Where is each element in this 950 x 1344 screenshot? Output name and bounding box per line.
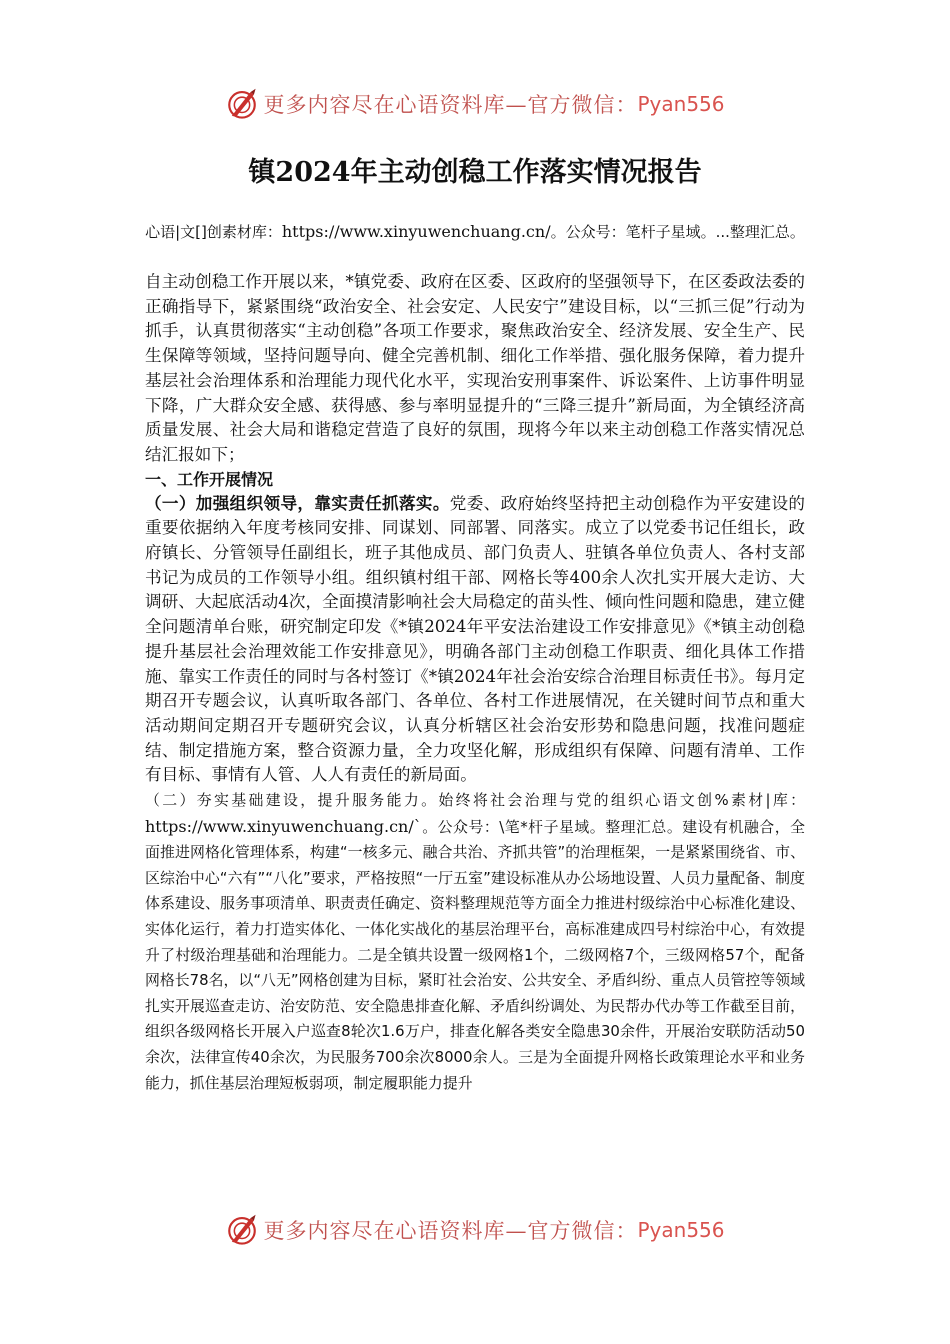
source-prefix: 心语|文[]创素材库：: [145, 223, 282, 241]
banner-text: 更多内容尽在心语资料库—官方微信：: [263, 93, 638, 117]
header-banner: [0, 84, 950, 124]
source-suffix: 。公众号：笔杆子星域。...整理汇总。: [550, 223, 805, 241]
source-line: [145, 221, 805, 243]
quill-logo-icon: [225, 87, 259, 121]
subsection-1-text: 党委、政府始终坚持把主动创稳作为平安建设的重要依据纳入年度考核同安排、同谋划、同部署、同落实。成立了以党委书记任组长，政府镇长、分管领导任副组长，班子其他成员、部门负责人、驻镇各单位负责人、各村支部书记为成员的工作领导小组。组织镇村组干部、网格长等400余人次扎实开展大走访、大调研、大起底活动4次，全面摸清影响社会大局稳定的苗头性、倾向性问题和隐患，建立健全问题清单台账，研究制定印发《*镇2024年平安法治建设工作安排意见》《*镇主动创稳提升基层社会治理效能工作安排意见》，明确各部门主动创稳工作职责、细化具体工作措施、靠实工作责任的同时与各村签订《*镇2024年社会治安综合治理目标责任书》。每月定期召开专题会议，认真听取各部门、各单位、各村工作进展情况，在关键时间节点和重大活动期间定期召开专题研究会议，认真分析辖区社会治安形势和隐患问题，找准问题症结、制定措施方案，整合资源力量，全力攻坚化解，形成组织有保障、问题有清单、工作有目标、事情有人管、人人有责任的新局面。: [145, 493, 806, 785]
section-heading: 一、工作开展情况: [145, 469, 274, 489]
subsection-2-text: 。公众号：\笔*杆子星域。整理汇总。建设有机融合，全面推进网格化管理体系，构建“一核多元、融合共治、齐抓共管”的治理框架，一是紧紧围绕省、市、区综治中心“六有”“八化”要求，严格按照“一厅五室”建设标准从办公场地设置、人员力量配备、制度体系建设、服务事项清单、职责责任确定、资料整理规范等方面全力推进村级综治中心标准化建设、实体化运行，着力打造实体化、一体化实战化的基层治理平台，高标准建成四号村综治中心，有效提升了村级治理基础和治理能力。二是全镇共设置一级网格1个，二级网格7个，三级网格57个，配备网格长78名，以“八无”网格创建为目标，紧盯社会治安、公共安全、矛盾纠纷、重点人员管控等领域扎实开展巡查走访、治安防范、安全隐患排查化解、矛盾纠纷调处、为民帮办代办等工作截至目前，组织各级网格长开展入户巡查8轮次1.6万户，排查化解各类安全隐患30余件，开展治安联防活动50余次，法律宣传40余次，为民服务700余次8000余人。三是为全面提升网格长政策理论水平和业务能力，抓住基层治理短板弱项，制定履职能力提升: [145, 817, 805, 1092]
document-body: [145, 270, 805, 1096]
banner-wechat-id: Pyan556: [637, 1218, 725, 1242]
intro-paragraph: 自主动创稳工作开展以来，*镇党委、政府在区委、区政府的坚强领导下，在区委政法委的正确指导下，紧紧围绕“政治安全、社会安定、人民安宁”建设目标，以“三抓三促”行动为抓手，认真贯彻落实“主动创稳”各项工作要求，聚焦政治安全、经济发展、安全生产、民生保障等领域，坚持问题导向、健全完善机制、细化工作举措、强化服务保障，着力提升基层社会治理体系和治理能力现代化水平，实现治安刑事案件、诉讼案件、上访事件明显下降，广大群众安全感、获得感、参与率明显提升的“三降三提升”新局面，为全镇经济高质量发展、社会大局和谐稳定营造了良好的氛围，现将今年以来主动创稳工作落实情况总结汇报如下；: [145, 272, 805, 464]
footer-banner: [0, 1210, 950, 1250]
quill-logo-icon: [225, 1213, 259, 1247]
subsection-2-url: https://www.xinyuwenchuang.cn/`: [145, 816, 422, 836]
subsection-2-paragraph: [145, 788, 805, 1096]
subsection-1-paragraph: [145, 492, 805, 788]
page-title: 镇2024年主动创稳工作落实情况报告: [248, 157, 702, 188]
subsection-2-lead: （二）夯实基础建设，提升服务能力。始终将社会治理与党的组织心语文创%素材|库：: [145, 791, 805, 810]
banner-text: 更多内容尽在心语资料库—官方微信：: [263, 1219, 638, 1243]
source-url: https://www.xinyuwenchuang.cn/: [281, 222, 551, 241]
banner-wechat-id: Pyan556: [637, 92, 725, 116]
subsection-1-heading: （一）加强组织领导，靠实责任抓落实。: [145, 493, 450, 513]
